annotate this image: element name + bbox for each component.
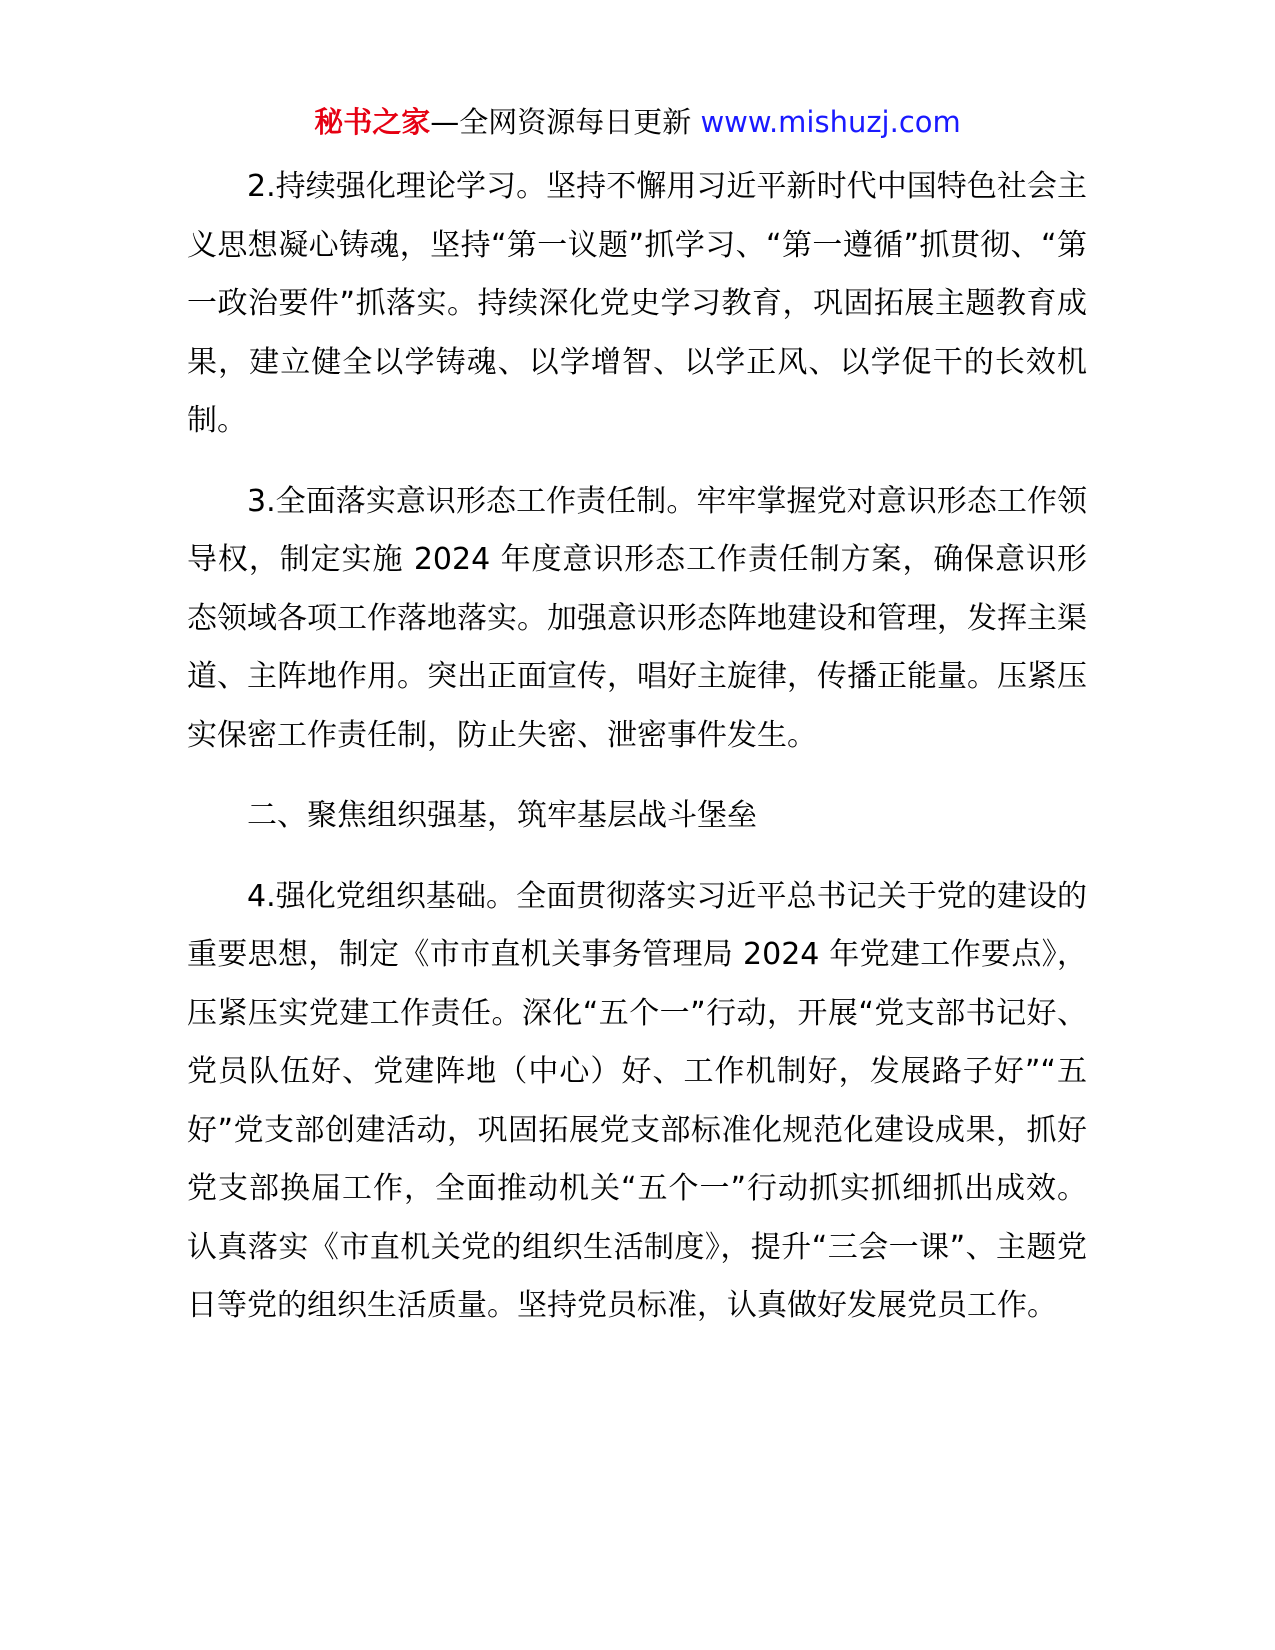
section-heading: 二、聚焦组织强基，筑牢基层战斗堡垒 [247,798,757,833]
site-url[interactable]: www.mishuzj.com [700,105,961,139]
header-tagline: —全网资源每日更新 [430,105,692,139]
site-header [0,100,1275,144]
paragraph-party-organization: 4.强化党组织基础。全面贯彻落实习近平总书记关于党的建设的重要思想，制定《市市直机关事务管理局 2024 年党建工作要点》，压紧压实党建工作责任。深化“五个一”行动，开展“党支部书记好、党员队伍好、党建阵地（中心）好、工作机制好，发展路子好”“五好”党支部创建活动，巩固拓展党支部标准化规范化建设成果，抓好党支部换届工作，全面推动机关“五个一”行动抓实抓细抓出成效。认真落实《市直机关党的组织生活制度》，提升“三会一课”、主题党日等党的组织生活质量。坚持党员标准，认真做好发展党员工作。 [187,878,1087,1323]
paragraph-theory-study: 2.持续强化理论学习。坚持不懈用习近平新时代中国特色社会主义思想凝心铸魂，坚持“第一议题”抓学习、“第一遵循”抓贯彻、“第一政治要件”抓落实。持续深化党史学习教育，巩固拓展主题教育成果，建立健全以学铸魂、以学增智、以学正风、以学促干的长效机制。 [187,169,1087,438]
paragraph-ideology-responsibility: 3.全面落实意识形态工作责任制。牢牢掌握党对意识形态工作领导权，制定实施 2024 年度意识形态工作责任制方案，确保意识形态领域各项工作落地落实。加强意识形态阵地建设和管理，发挥主渠道、主阵地作用。突出正面宣传，唱好主旋律，传播正能量。压紧压实保密工作责任制，防止失密、泄密事件发生。 [187,483,1087,753]
brand-name: 秘书之家 [314,105,431,139]
document-body [187,158,1087,1358]
